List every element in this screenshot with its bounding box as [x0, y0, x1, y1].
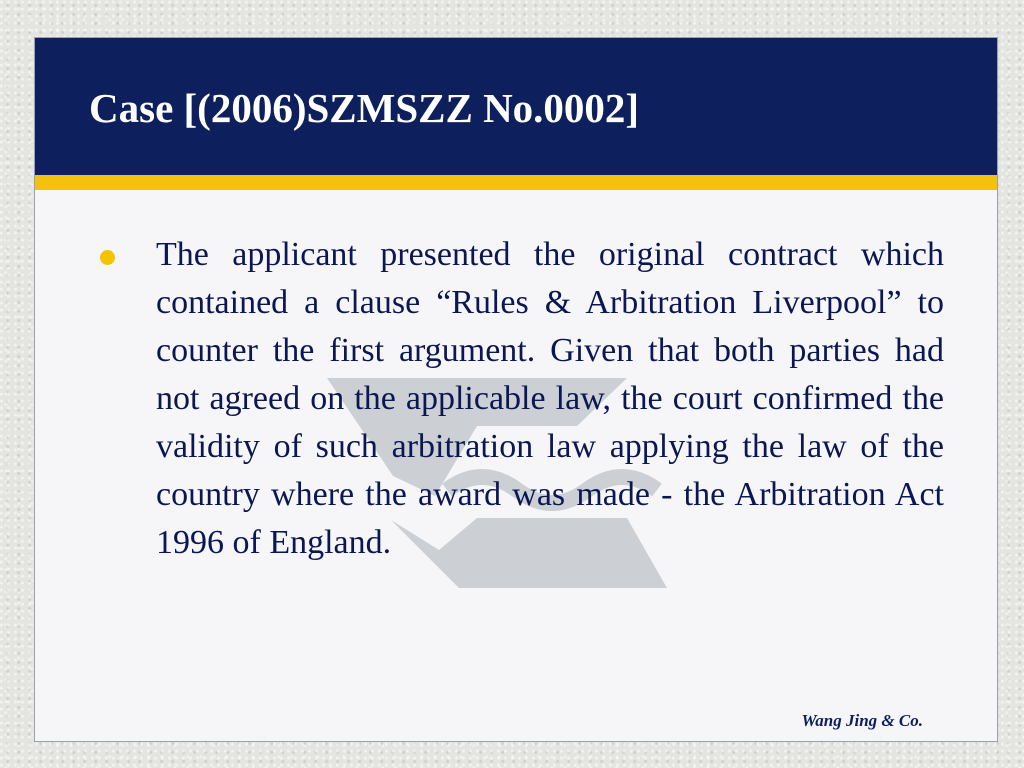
footer-company: Wang Jing & Co. — [801, 711, 923, 730]
title-band — [35, 38, 997, 175]
slide — [34, 37, 998, 742]
bullet-text: The applicant presented the original contract which contained a clause “Rules & Arbitration Liverpool” to counter the first argument. Given that both parties had not agreed on the applicable law, the court confirmed the validity of such arbitration law applying the law of the country where the award was made - the Arbitration Act 1996 of England. — [156, 236, 944, 561]
slide-title: Case [(2006)SZMSZZ No.0002] — [89, 85, 640, 131]
bullet-icon — [100, 250, 115, 265]
accent-bar — [35, 175, 997, 190]
